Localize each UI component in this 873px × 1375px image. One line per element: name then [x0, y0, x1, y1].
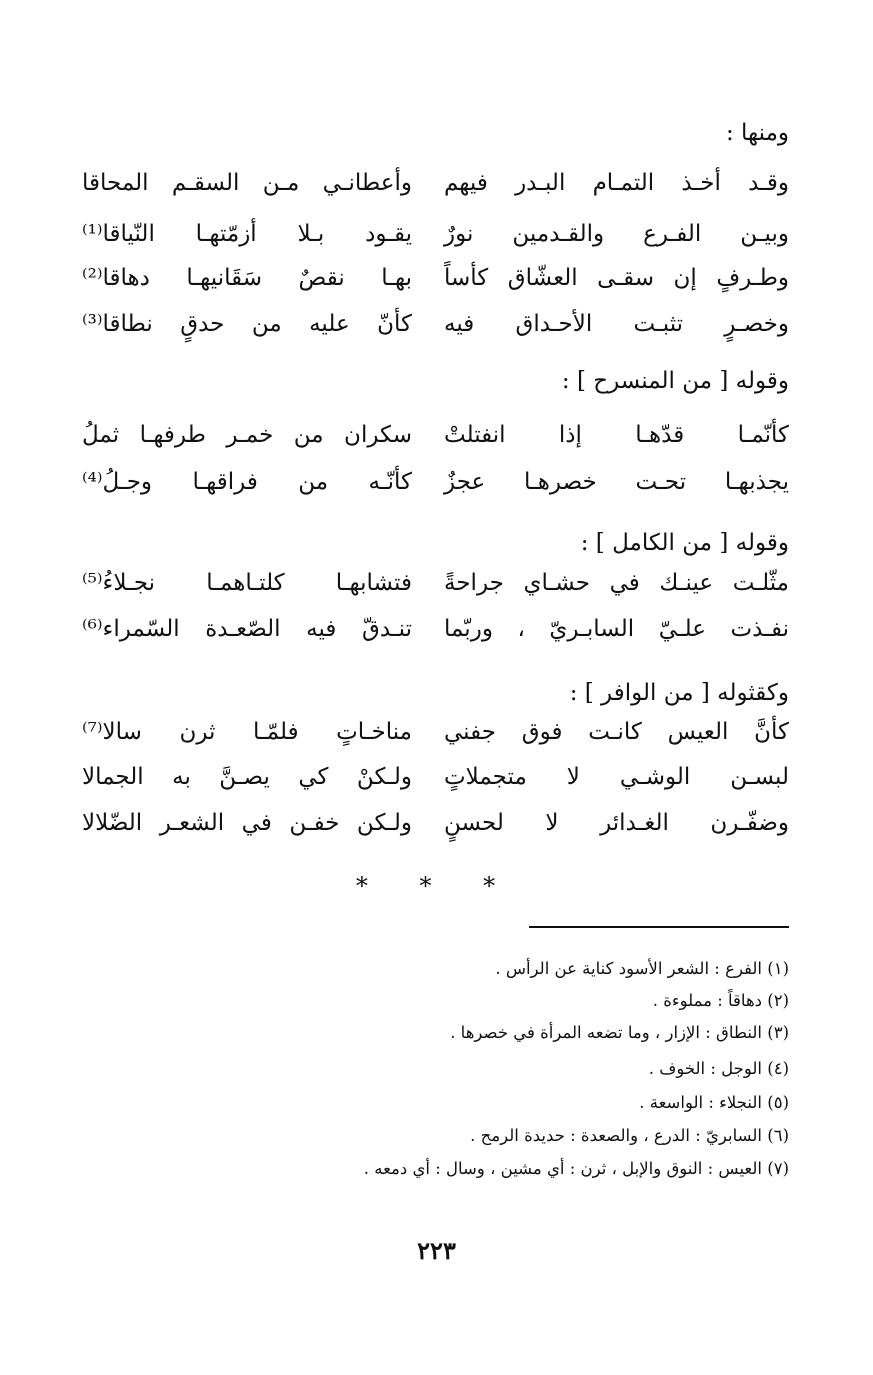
verse-second-hemistich: بهـا نقصٌ سَقَانيهـا دهاقا⁽²⁾: [82, 265, 412, 291]
page-number: ٢٢٣: [417, 1236, 456, 1265]
footnote: (٢) دهاقاً : مملوءة .: [652, 991, 789, 1010]
footnote: (٣) النطاق : الإزار ، وما تضعه المرأة في خصرها .: [450, 1023, 789, 1042]
verse-second-hemistich: سكران من خمـر طرفهـا ثملُ: [82, 422, 412, 448]
verse-line: [0, 214, 873, 254]
verse-second-hemistich: ولـكنْ كي يصـنَّ به الجمالا: [82, 764, 412, 790]
verse-line: [0, 803, 873, 843]
verse-second-hemistich: مناخـاتٍ فلمّـا ثرن سالا⁽⁷⁾: [82, 719, 412, 745]
verse-second-hemistich: وأعطانـي مـن السقـم المحاقا: [82, 170, 412, 196]
verse-first-hemistich: كأنّمـا قدّهـا إذا انفتلتْ: [444, 422, 789, 448]
section-heading: ومنها :: [725, 120, 789, 146]
verse-first-hemistich: نفـذت علـيّ السابـريّ ، وربّما: [444, 616, 789, 642]
verse-first-hemistich: لبسـن الوشـي لا متجملاتٍ: [444, 764, 789, 790]
verse-first-hemistich: وضفّـرن الغـدائر لا لحسنٍ: [444, 810, 789, 836]
verse-first-hemistich: وخصـرٍ تثبـت الأحـداق فيه: [444, 311, 789, 337]
verse-second-hemistich: كأنّ عليه من حدقٍ نطاقا⁽³⁾: [82, 311, 412, 337]
verse-first-hemistich: وقـد أخـذ التمـام البـدر فيهم: [444, 170, 789, 196]
footnote: (٦) السابريّ : الدرع ، والصعدة : حديدة الرمح .: [470, 1126, 789, 1145]
verse-line: [0, 415, 873, 455]
verse-second-hemistich: يقـود بـلا أزمّتهـا النّياقا⁽¹⁾: [82, 221, 412, 247]
footnote-divider: [529, 926, 789, 928]
verse-line: [0, 258, 873, 298]
verse-line: [0, 757, 873, 797]
section-heading: وكقثوله [ من الوافر ] :: [569, 680, 789, 706]
footnote: (٥) النجلاء : الواسعة .: [639, 1093, 789, 1112]
verse-first-hemistich: مثّلـت عينـك في حشـاي جراحةً: [444, 570, 789, 596]
verse-second-hemistich: كأنّـه من فراقهـا وجـلُ⁽⁴⁾: [82, 469, 412, 495]
verse-second-hemistich: تنـدقّ فيه الصّعـدة السّمراء⁽⁶⁾: [82, 616, 412, 642]
section-separator: * * *: [355, 872, 518, 900]
verse-first-hemistich: يجذبهـا تحـت خصرهـا عجزٌ: [444, 469, 789, 495]
verse-line: [0, 163, 873, 203]
verse-first-hemistich: وطـرفٍ إن سقـى العشّاق كأساً: [444, 265, 789, 291]
verse-line: [0, 563, 873, 603]
verse-first-hemistich: وبيـن الفـرع والقـدمين نورٌ: [444, 221, 789, 247]
verse-first-hemistich: كأنَّ العيس كانـت فوق جفني: [444, 719, 789, 745]
section-heading: وقوله [ من الكامل ] :: [580, 530, 789, 556]
verse-second-hemistich: فتشابهـا كلتـاهمـا نجـلاءُ⁽⁵⁾: [82, 570, 412, 596]
section-heading: وقوله [ من المنسرح ] :: [561, 368, 789, 394]
footnote: (١) الفرع : الشعر الأسود كناية عن الرأس .: [495, 959, 789, 978]
verse-line: [0, 304, 873, 344]
verse-second-hemistich: ولـكن خفـن في الشعـر الضّلالا: [82, 810, 412, 836]
verse-line: [0, 462, 873, 502]
footnote: (٤) الوجل : الخوف .: [648, 1059, 789, 1078]
verse-line: [0, 712, 873, 752]
verse-line: [0, 609, 873, 649]
footnote: (٧) العيس : النوق والإبل ، ثرن : أي مشين ، وسال : أي دمعه .: [363, 1159, 789, 1178]
